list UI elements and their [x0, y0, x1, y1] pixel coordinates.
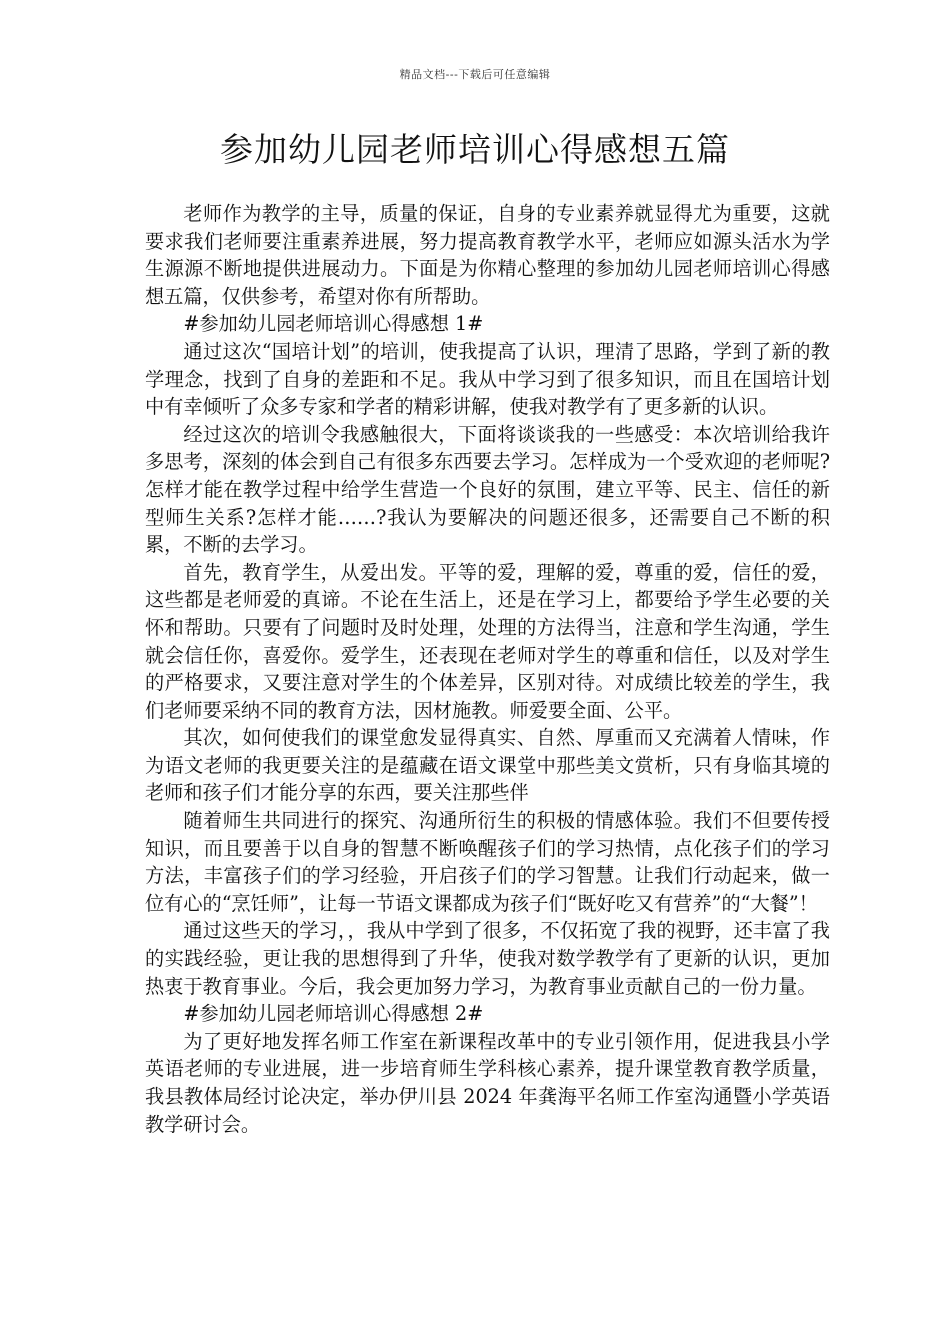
- body-paragraph: 经过这次的培训令我感触很大，下面将谈谈我的一些感受：本次培训给我许多思考，深刻的体会到自己有很多东西要去学习。怎样成为一个受欢迎的老师呢?怎样才能在教学过程中给学生营造一个良好的氛围，建立平等、民主、信任的新型师生关系?怎样才能……?我认为要解决的问题还很多，还需要自己不断的积累，不断的去学习。: [145, 422, 830, 557]
- header-note: 精品文档---下载后可任意编辑: [399, 68, 551, 81]
- document-body: [145, 200, 830, 1138]
- section-heading-1: #参加幼儿园老师培训心得感想 1#: [183, 312, 484, 336]
- body-paragraph: 通过这些天的学习，，我从中学到了很多，不仅拓宽了我的视野，还丰富了我的实践经验，更让我的思想得到了升华，使我对数学教学有了更新的认识，更加热衷于教育事业。今后，我会更加努力学习，为教育事业贡献自己的一份力量。: [145, 919, 830, 998]
- body-paragraph: 随着师生共同进行的探究、沟通所衍生的积极的情感体验。我们不但要传授知识，而且要善于以自身的智慧不断唤醒孩子们的学习热情，点化孩子们的学习方法，丰富孩子们的学习经验，开启孩子们的学习智慧。让我们行动起来，做一位有心的“烹饪师”，让每一节语文课都成为孩子们“既好吃又有营养”的“大餐”！: [145, 809, 830, 915]
- intro-paragraph: 老师作为教学的主导，质量的保证，自身的专业素养就显得尤为重要，这就要求我们老师要注重素养进展，努力提高教育教学水平，老师应如源头活水为学生源源不断地提供进展动力。下面是为你精心整理的参加幼儿园老师培训心得感想五篇，仅供参考，希望对你有所帮助。: [145, 202, 830, 308]
- document-title: 参加幼儿园老师培训心得感想五篇: [220, 130, 730, 169]
- section-heading-2: #参加幼儿园老师培训心得感想 2#: [183, 1002, 484, 1026]
- body-paragraph: 通过这次“国培计划”的培训，使我提高了认识，理清了思路，学到了新的教学理念，找到了自身的差距和不足。我从中学习到了很多知识，而且在国培计划中有幸倾听了众多专家和学者的精彩讲解，使我对教学有了更多新的认识。: [145, 339, 830, 419]
- body-paragraph: 为了更好地发挥名师工作室在新课程改革中的专业引领作用，促进我县小学英语老师的专业进展，进一步培育师生学科核心素养，提升课堂教育教学质量，我县教体局经讨论决定，举办伊川县 2024 年龚海平名师工作室沟通暨小学英语教学研讨会。: [145, 1029, 830, 1136]
- body-paragraph: 其次，如何使我们的课堂愈发显得真实、自然、厚重而又充满着人情味，作为语文老师的我更要关注的是蕴藏在语文课堂中那些美文赏析，只有身临其境的老师和孩子们才能分享的东西，要关注那些伴: [145, 726, 830, 805]
- body-paragraph: 首先，教育学生，从爱出发。平等的爱，理解的爱，尊重的爱，信任的爱，这些都是老师爱的真谛。不论在生活上，还是在学习上，都要给予学生必要的关怀和帮助。只要有了问题时及时处理，处理的方法得当，注意和学生沟通，学生就会信任你，喜爱你。爱学生，还表现在老师对学生的尊重和信任，以及对学生的严格要求，又要注意对学生的个体差异，区别对待。对成绩比较差的学生，我们老师要采纳不同的教育方法，因材施教。师爱要全面、公平。: [145, 560, 830, 722]
